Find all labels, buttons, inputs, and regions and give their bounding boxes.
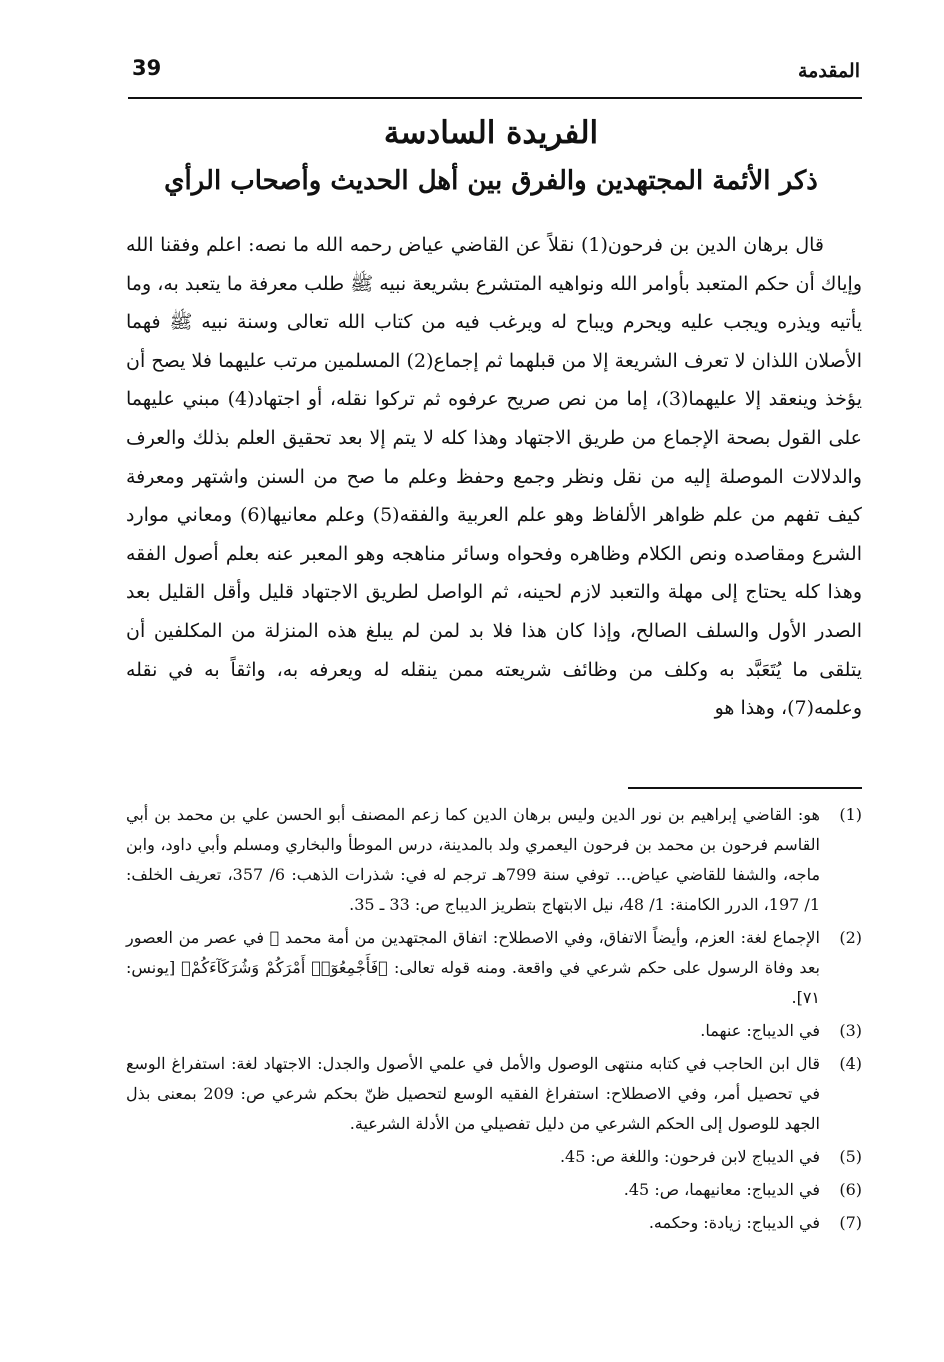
footnote-number: (3) bbox=[839, 1021, 862, 1040]
footnotes bbox=[126, 800, 862, 1241]
footnote-text: قال ابن الحاجب في كتابه منتهى الوصول والأمل في علمي الأصول والجدل: الاجتهاد لغة: استفراغ الوسع في تحصيل أمر، وفي الاصطلاح: استفراغ الفقيه الوسع لتحصيل ظنّ بحكم شرعي ص: 209 بمعنى بذل الجهد للوصول إلى الحكم الشرعي من دليل تفصيلي من الأدلة الشرعية. bbox=[126, 1054, 821, 1133]
footnote-1 bbox=[126, 800, 862, 920]
footnote-4 bbox=[126, 1049, 862, 1139]
footnote-text: في الديباج لابن فرحون: واللغة ص: 45. bbox=[559, 1147, 820, 1166]
footnote-number: (1) bbox=[839, 805, 862, 824]
footnote-5 bbox=[126, 1142, 862, 1172]
footnote-number: (7) bbox=[839, 1213, 862, 1232]
footnote-number: (6) bbox=[839, 1180, 862, 1199]
footnote-text: الإجماع لغة: العزم، وأيضاً الاتفاق، وفي الاصطلاح: اتفاق المجتهدين من أمة محمد ﷺ في عصر من العصور بعد وفاة الرسول على حكم شرعي في واقعة. ومنه قوله تعالى: ﴿فَأَجْمِعُوٓا۟ أَمْرَكُمْ وَشُرَكَآءَكُمْ﴾ [يونس: ٧١]. bbox=[126, 928, 820, 1007]
section-subtitle: ذكر الأئمة المجتهدين والفرق بين أهل الحديث وأصحاب الرأي bbox=[164, 166, 818, 196]
footnote-3 bbox=[126, 1016, 862, 1046]
footnote-text: في الديباج: عنهما. bbox=[700, 1021, 820, 1040]
footnote-7 bbox=[126, 1208, 862, 1238]
running-head: المقدمة bbox=[797, 60, 860, 82]
footnote-rule bbox=[628, 787, 862, 789]
body-paragraph: قال برهان الدين بن فرحون(1) نقلاً عن القاضي عياض رحمه الله ما نصه: اعلم وفقنا الله وإياك أن حكم المتعبد بأوامر الله ونواهيه المتشرع بشريعة نبيه ﷺ طلب معرفة ما يتعبد به، وما يأتيه ويذره ويجب عليه ويحرم ويباح له ويرغب فيه من كتاب الله تعالى وسنة نبيه ﷺ فهما الأصلان اللذان لا تعرف الشريعة إلا من قبلهما ثم إجماع(2) المسلمين مرتب عليهما فلا يصح أن يؤخذ وينعقد إلا عليهما(3)، إما من نص صريح عرفوه ثم تركوا نقله، أو اجتهاد(4) مبني عليهما على القول بصحة الإجماع من طريق الاجتهاد وهذا كله لا يتم إلا بعد تحقيق العلم بذلك والعرف والدلالات الموصلة إليه من نقل ونظر وجمع وحفظ وعلم ما صح من السنن واشتهر ومعرفة كيف تفهم من علم ظواهر الألفاظ وهو علم العربية والفقه(5) وعلم معانيها(6) ومعاني موارد الشرع ومقاصده ونص الكلام وظاهره وفحواه وسائر مناهجه وهو المعبر عنه بعلم أصول الفقه وهذا كله يحتاج إلى مهلة والتعبد لازم لحينه، ثم الواصل لطريق الاجتهاد قليل وأقل القليل بعد الصدر الأول والسلف الصالح، وإذا كان هذا فلا بد لمن لم يبلغ هذه المنزلة من المكلفين أن يتلقى ما يُتَعَبَّد به وكلف من وظائف شريعته ممن ينقله له ويعرفه به، واثقاً به في نقله وعلمه(7)، وهذا هو bbox=[126, 234, 863, 720]
section-title: الفريدة السادسة bbox=[383, 115, 599, 151]
footnote-6 bbox=[126, 1175, 862, 1205]
footnote-number: (2) bbox=[839, 928, 862, 947]
footnote-text: في الديباج: معانيهما، ص: 45. bbox=[623, 1180, 820, 1199]
footnote-number: (4) bbox=[839, 1054, 862, 1073]
footnote-number: (5) bbox=[839, 1147, 862, 1166]
page-number: 39 bbox=[132, 56, 162, 80]
footnote-text: هو: القاضي إبراهيم بن نور الدين وليس برهان الدين كما زعم المصنف أبو الحسن علي بن محمد بن أبي القاسم فرحون بن محمد بن فرحون اليعمري ولد بالمدينة، درس الموطأ والبخاري ومسلم وأبي داود، وابن ماجه، والشفا للقاضي عياض... توفي سنة 799هـ ترجم له في: شذرات الذهب: 6/ 357، تعريف الخلف: 1/ 197، الدرر الكامنة: 1/ 48، نيل الابتهاج بتطريز الديباج ص: 33 ـ 35. bbox=[126, 805, 821, 914]
footnote-text: في الديباج: زيادة: وحكمه. bbox=[648, 1213, 820, 1232]
footnote-2 bbox=[126, 923, 862, 1013]
header-rule bbox=[128, 97, 862, 99]
